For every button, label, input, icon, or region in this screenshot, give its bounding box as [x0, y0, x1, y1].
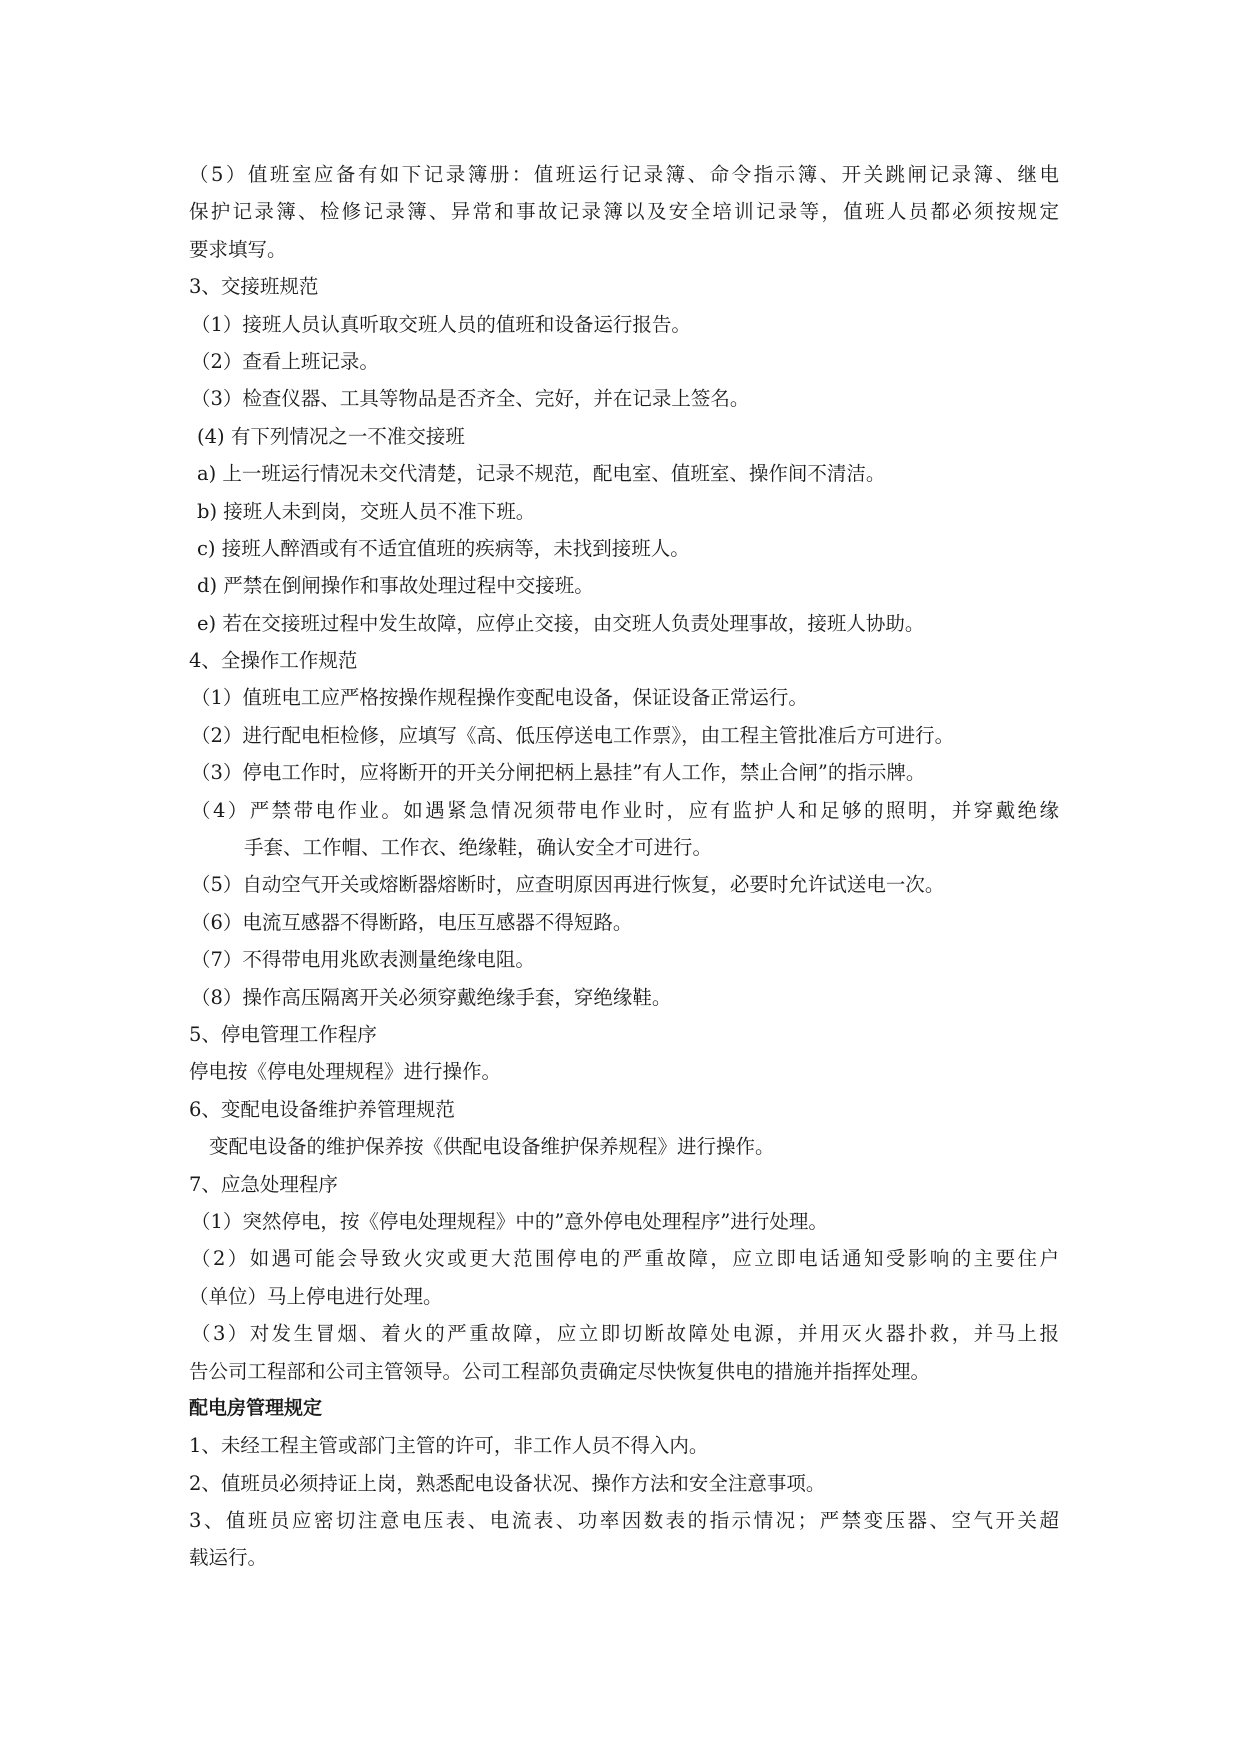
- section-heading: 6、变配电设备维护养管理规范: [189, 1097, 455, 1121]
- rules-heading: 配电房管理规定: [189, 1396, 323, 1419]
- list-item: （3）对发生冒烟、着火的严重故障，应立即切断故障处电源，并用灭火器扑救，并马上报: [191, 1322, 1059, 1346]
- paragraph-line: 变配电设备的维护保养按《供配电设备维护保养规程》进行操作。: [209, 1135, 775, 1159]
- rule-item-continuation: 载运行。: [189, 1546, 268, 1570]
- list-item: e) 若在交接班过程中发生故障，应停止交接，由交班人负责处理事故，接班人协助。: [197, 611, 925, 635]
- list-item: （7）不得带电用兆欧表测量绝缘电阻。: [191, 948, 535, 972]
- list-item: a) 上一班运行情况未交代清楚，记录不规范，配电室、值班室、操作间不清洁。: [197, 462, 886, 486]
- list-item: （6）电流互感器不得断路，电压互感器不得短路。: [191, 910, 633, 934]
- list-item: （2）进行配电柜检修，应填写《高、低压停送电工作票》，由工程主管批准后方可进行。: [191, 723, 955, 747]
- paragraph-line: 保护记录簿、检修记录簿、异常和事故记录簿以及安全培训记录等，值班人员都必须按规定: [189, 200, 1059, 224]
- rule-item: 1、未经工程主管或部门主管的许可，非工作人员不得入内。: [189, 1434, 709, 1458]
- list-item: （8）操作高压隔离开关必须穿戴绝缘手套，穿绝缘鞋。: [191, 985, 672, 1009]
- list-item: (4) 有下列情况之一不准交接班: [197, 424, 465, 448]
- rule-item: 2、值班员必须持证上岗，熟悉配电设备状况、操作方法和安全注意事项。: [189, 1471, 826, 1495]
- list-item: c) 接班人醉酒或有不适宜值班的疾病等，未找到接班人。: [197, 536, 690, 560]
- list-item: （1）值班电工应严格按操作规程操作变配电设备，保证设备正常运行。: [191, 686, 808, 710]
- list-item: （2）查看上班记录。: [191, 349, 379, 373]
- list-item-continuation: （单位）马上停电进行处理。: [189, 1284, 443, 1308]
- list-item: b) 接班人未到岗，交班人员不准下班。: [197, 499, 536, 523]
- section-heading: 5、停电管理工作程序: [189, 1022, 377, 1046]
- section-heading: 7、应急处理程序: [189, 1172, 338, 1196]
- list-item: （3）检查仪器、工具等物品是否齐全、完好，并在记录上签名。: [191, 387, 750, 411]
- section-heading: 3、交接班规范: [189, 275, 319, 299]
- list-item: （1）突然停电，按《停电处理规程》中的”意外停电处理程序”进行处理。: [191, 1209, 828, 1233]
- section-heading: 4、全操作工作规范: [189, 649, 358, 673]
- paragraph-line: 要求填写。: [189, 237, 287, 261]
- list-item: （1）接班人员认真听取交班人员的值班和设备运行报告。: [191, 312, 691, 336]
- list-item: （5）自动空气开关或熔断器熔断时，应查明原因再进行恢复，必要时允许试送电一次。: [191, 873, 945, 897]
- paragraph-line: （5）值班室应备有如下记录簿册：值班运行记录簿、命令指示簿、开关跳闸记录簿、继电: [189, 163, 1059, 186]
- rule-item: 3、值班员应密切注意电压表、电流表、功率因数表的指示情况；严禁变压器、空气开关超: [189, 1509, 1059, 1533]
- list-item: （3）停电工作时，应将断开的开关分闸把柄上悬挂”有人工作，禁止合闸”的指示牌。: [191, 761, 926, 785]
- list-item: （2）如遇可能会导致火灾或更大范围停电的严重故障，应立即电话通知受影响的主要住户: [191, 1247, 1059, 1271]
- paragraph-line: 停电按《停电处理规程》进行操作。: [189, 1060, 502, 1084]
- document-body: [189, 156, 1059, 1577]
- list-item-continuation: 告公司工程部和公司主管领导。公司工程部负责确定尽快恢复供电的措施并指挥处理。: [189, 1359, 931, 1383]
- list-item: （4）严禁带电作业。如遇紧急情况须带电作业时，应有监护人和足够的照明，并穿戴绝缘: [191, 798, 1059, 822]
- list-item: d) 严禁在倒闸操作和事故处理过程中交接班。: [197, 574, 594, 598]
- list-item-continuation: 手套、工作帽、工作衣、绝缘鞋，确认安全才可进行。: [244, 836, 713, 860]
